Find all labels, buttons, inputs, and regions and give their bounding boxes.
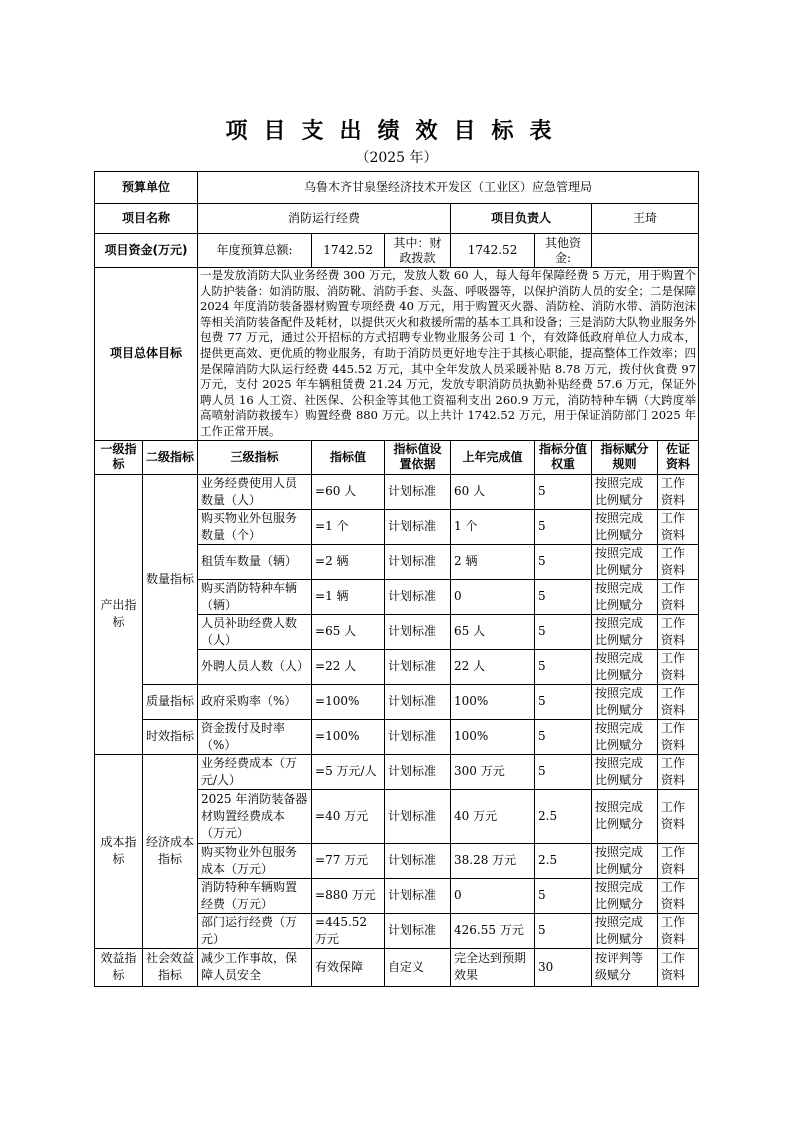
table-row (95, 948, 699, 986)
header-level3: 三级指标 (198, 440, 312, 474)
basis-cell: 计划标准 (385, 754, 451, 789)
weight-cell: 5 (535, 474, 592, 509)
last-cell: 60 人 (451, 474, 535, 509)
l3-cell: 业务经费使用人员数量（人） (198, 474, 312, 509)
group-cost: 成本指标 (95, 754, 143, 948)
value-cell: =100% (312, 684, 385, 719)
other-funds-label: 其他资金: (535, 234, 592, 268)
group-econ-cost: 经济成本指标 (143, 754, 198, 948)
project-name-value: 消防运行经费 (198, 204, 451, 234)
value-cell: =65 人 (312, 614, 385, 649)
last-cell: 100% (451, 719, 535, 754)
last-cell: 0 (451, 878, 535, 913)
weight-cell: 5 (535, 719, 592, 754)
page-title: 项目支出绩效目标表 (225, 118, 568, 144)
project-name-label: 项目名称 (95, 204, 198, 234)
value-cell: 有效保障 (312, 948, 385, 986)
annual-budget-value: 1742.52 (312, 234, 385, 268)
l3-cell: 资金拨付及时率（%） (198, 719, 312, 754)
weight-cell: 5 (535, 509, 592, 544)
last-cell: 0 (451, 579, 535, 614)
value-cell: =1 辆 (312, 579, 385, 614)
l3-cell: 外聘人员人数（人） (198, 649, 312, 684)
evidence-cell: 工作资料 (658, 754, 699, 789)
last-cell: 40 万元 (451, 789, 535, 843)
l3-cell: 购买物业外包服务成本（万元） (198, 843, 312, 878)
table-row (95, 474, 699, 509)
header-rule: 指标赋分规则 (592, 440, 658, 474)
group-output: 产出指标 (95, 474, 143, 754)
budget-unit-label: 预算单位 (95, 172, 198, 204)
project-leader-value: 王琦 (592, 204, 699, 234)
weight-cell: 5 (535, 614, 592, 649)
evidence-cell: 工作资料 (658, 913, 699, 948)
value-cell: =60 人 (312, 474, 385, 509)
group-quantity: 数量指标 (143, 474, 198, 684)
value-cell: =5 万元/人 (312, 754, 385, 789)
annual-budget-label: 年度预算总额: (198, 234, 312, 268)
value-cell: =40 万元 (312, 789, 385, 843)
evidence-cell: 工作资料 (658, 878, 699, 913)
weight-cell: 5 (535, 754, 592, 789)
rule-cell: 按照完成比例赋分 (592, 843, 658, 878)
rule-cell: 按照完成比例赋分 (592, 509, 658, 544)
group-timeliness: 时效指标 (143, 719, 198, 754)
l3-cell: 人员补助经费人数（人） (198, 614, 312, 649)
group-social-benefit: 社会效益指标 (143, 948, 198, 986)
basis-cell: 计划标准 (385, 719, 451, 754)
row-budget-unit (95, 172, 699, 204)
last-cell: 1 个 (451, 509, 535, 544)
l3-cell: 消防特种车辆购置经费（万元） (198, 878, 312, 913)
fiscal-value: 1742.52 (451, 234, 535, 268)
basis-cell: 计划标准 (385, 843, 451, 878)
table-row (95, 684, 699, 719)
header-basis: 指标值设置依据 (385, 440, 451, 474)
budget-unit-value: 乌鲁木齐甘泉堡经济技术开发区（工业区）应急管理局 (198, 172, 699, 204)
header-row (95, 440, 699, 474)
group-benefit: 效益指标 (95, 948, 143, 986)
evidence-cell: 工作资料 (658, 474, 699, 509)
last-cell: 2 辆 (451, 544, 535, 579)
weight-cell: 2.5 (535, 843, 592, 878)
basis-cell: 计划标准 (385, 544, 451, 579)
rule-cell: 按照完成比例赋分 (592, 544, 658, 579)
weight-cell: 5 (535, 544, 592, 579)
weight-cell: 2.5 (535, 789, 592, 843)
basis-cell: 计划标准 (385, 913, 451, 948)
funds-label: 项目资金(万元) (95, 234, 198, 268)
evidence-cell: 工作资料 (658, 684, 699, 719)
value-cell: =445.52 万元 (312, 913, 385, 948)
table-row (95, 754, 699, 789)
l3-cell: 购买物业外包服务数量（个） (198, 509, 312, 544)
project-leader-label: 项目负责人 (451, 204, 592, 234)
l3-cell: 政府采购率（%） (198, 684, 312, 719)
rule-cell: 按照完成比例赋分 (592, 789, 658, 843)
header-evidence: 佐证资料 (658, 440, 699, 474)
rule-cell: 按照完成比例赋分 (592, 649, 658, 684)
basis-cell: 计划标准 (385, 878, 451, 913)
basis-cell: 计划标准 (385, 614, 451, 649)
l3-cell: 购买消防特种车辆（辆） (198, 579, 312, 614)
rule-cell: 按照完成比例赋分 (592, 754, 658, 789)
evidence-cell: 工作资料 (658, 509, 699, 544)
rule-cell: 按照完成比例赋分 (592, 878, 658, 913)
goal-label: 项目总体目标 (95, 268, 198, 441)
evidence-cell: 工作资料 (658, 579, 699, 614)
basis-cell: 计划标准 (385, 649, 451, 684)
other-funds-value (592, 234, 699, 268)
l3-cell: 租赁车数量（辆） (198, 544, 312, 579)
basis-cell: 自定义 (385, 948, 451, 986)
weight-cell: 5 (535, 649, 592, 684)
last-cell: 完全达到预期效果 (451, 948, 535, 986)
rule-cell: 按照完成比例赋分 (592, 719, 658, 754)
basis-cell: 计划标准 (385, 509, 451, 544)
l3-cell: 部门运行经费（万元） (198, 913, 312, 948)
row-goal (95, 268, 699, 441)
basis-cell: 计划标准 (385, 474, 451, 509)
rule-cell: 按评判等级赋分 (592, 948, 658, 986)
value-cell: =22 人 (312, 649, 385, 684)
table-row (95, 719, 699, 754)
weight-cell: 5 (535, 579, 592, 614)
weight-cell: 5 (535, 878, 592, 913)
row-funds (95, 234, 699, 268)
l3-cell: 2025 年消防装备器材购置经费成本（万元） (198, 789, 312, 843)
evidence-cell: 工作资料 (658, 948, 699, 986)
rule-cell: 按照完成比例赋分 (592, 579, 658, 614)
basis-cell: 计划标准 (385, 579, 451, 614)
value-cell: =880 万元 (312, 878, 385, 913)
fiscal-label: 其中：财政拨款 (385, 234, 451, 268)
rule-cell: 按照完成比例赋分 (592, 913, 658, 948)
basis-cell: 计划标准 (385, 684, 451, 719)
evidence-cell: 工作资料 (658, 719, 699, 754)
last-cell: 22 人 (451, 649, 535, 684)
value-cell: =100% (312, 719, 385, 754)
l3-cell: 减少工作事故，保障人员安全 (198, 948, 312, 986)
header-level2: 二级指标 (143, 440, 198, 474)
evidence-cell: 工作资料 (658, 649, 699, 684)
row-project-name (95, 204, 699, 234)
year-subtitle: （2025 年） (355, 150, 438, 166)
last-cell: 38.28 万元 (451, 843, 535, 878)
goal-text: 一是发放消防大队业务经费 300 万元，发放人数 60 人，每人每年保障经费 5 万元，用于购置个人防护装备：如消防服、消防靴、消防手套、头盔、呼吸器等，以保护消防人员的安全；二是保障 2024 年度消防装备器材购置专项经费 40 万元，用于购置灭火器、消防栓、消防水带、消防泡沫等相关消防装备配件及耗材，以提供灭火和救援所需的基本工具和设备；三是消防大队物业服务外包费 77 万元，通过公开招标的方式招聘专业物业服务公司 1 个，有效降低政府单位人力成本，提供更高效、更优质的物业服务，有助于消防员更好地专注于其核心职能，提高整体工作效率；四是保障消防大队运行经费 445.52 万元，其中全年发放人员采暖补贴 8.78 万元，拨付伙食费 97 万元，支付 2025 年车辆租赁费 21.24 万元，发放专职消防员执勤补贴经费 57.6 万元，保证外聘人员 16 人工资、社医保、公积金等其他工资福利支出 260.9 万元，消防特种车辆（大跨度举高喷射消防救援车）购置经费 880 万元。以上共计 1742.52 万元，用于保证消防部门 2025 年工作正常开展。 (198, 268, 699, 441)
header-last-year: 上年完成值 (451, 440, 535, 474)
weight-cell: 30 (535, 948, 592, 986)
group-quality: 质量指标 (143, 684, 198, 719)
performance-table (94, 171, 699, 987)
value-cell: =77 万元 (312, 843, 385, 878)
last-cell: 426.55 万元 (451, 913, 535, 948)
header-value: 指标值 (312, 440, 385, 474)
rule-cell: 按照完成比例赋分 (592, 474, 658, 509)
evidence-cell: 工作资料 (658, 614, 699, 649)
weight-cell: 5 (535, 913, 592, 948)
last-cell: 100% (451, 684, 535, 719)
header-level1: 一级指标 (95, 440, 143, 474)
last-cell: 300 万元 (451, 754, 535, 789)
basis-cell: 计划标准 (385, 789, 451, 843)
last-cell: 65 人 (451, 614, 535, 649)
rule-cell: 按照完成比例赋分 (592, 614, 658, 649)
weight-cell: 5 (535, 684, 592, 719)
value-cell: =1 个 (312, 509, 385, 544)
rule-cell: 按照完成比例赋分 (592, 684, 658, 719)
l3-cell: 业务经费成本（万元/人） (198, 754, 312, 789)
evidence-cell: 工作资料 (658, 789, 699, 843)
evidence-cell: 工作资料 (658, 544, 699, 579)
header-weight: 指标分值权重 (535, 440, 592, 474)
evidence-cell: 工作资料 (658, 843, 699, 878)
value-cell: =2 辆 (312, 544, 385, 579)
